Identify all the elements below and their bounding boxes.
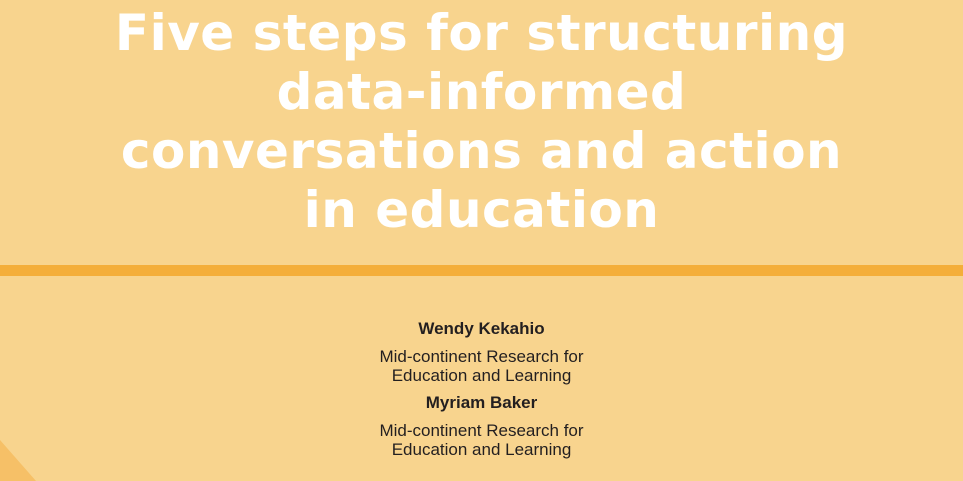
author-entry <box>0 392 963 459</box>
title-line: Five steps for structuring <box>114 4 849 62</box>
affiliation-line: Mid-continent Research for <box>379 421 584 440</box>
author-list <box>0 318 963 466</box>
author-name: Wendy Kekahio <box>418 319 545 338</box>
author-entry <box>0 318 963 385</box>
author-name: Myriam Baker <box>425 393 538 412</box>
title-line: in education <box>303 181 660 239</box>
author-affiliation <box>0 347 963 385</box>
affiliation-line: Education and Learning <box>391 440 572 459</box>
title-line: data-informed <box>276 63 687 121</box>
affiliation-line: Education and Learning <box>391 366 572 385</box>
document-title <box>0 4 963 240</box>
title-line: conversations and action <box>120 122 843 180</box>
affiliation-line: Mid-continent Research for <box>379 347 584 366</box>
divider-rule <box>0 265 963 276</box>
author-affiliation <box>0 421 963 459</box>
